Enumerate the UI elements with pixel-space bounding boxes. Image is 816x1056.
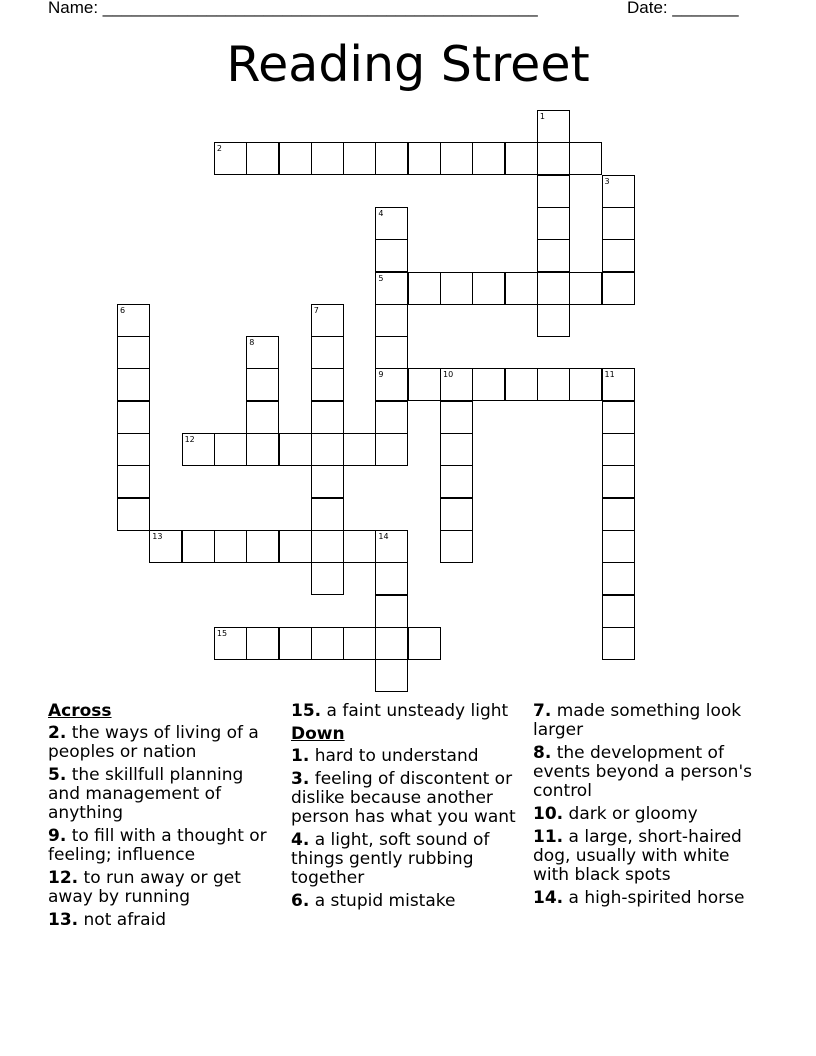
grid-cell[interactable] xyxy=(214,433,247,466)
grid-cell[interactable] xyxy=(375,433,408,466)
grid-cell[interactable] xyxy=(408,142,441,175)
grid-cell[interactable] xyxy=(602,465,635,498)
grid-cell[interactable] xyxy=(602,433,635,466)
clue-number: 10. xyxy=(533,804,564,824)
grid-cell[interactable] xyxy=(537,110,570,143)
grid-cell[interactable] xyxy=(569,142,602,175)
grid-cell[interactable] xyxy=(569,368,602,401)
grid-cell[interactable] xyxy=(117,498,150,531)
clue-number: 4. xyxy=(291,830,310,850)
down-heading: Down xyxy=(291,724,345,744)
clue-number: 1. xyxy=(291,746,310,766)
clue-number: 2. xyxy=(48,723,67,743)
cell-number: 4 xyxy=(378,208,384,218)
grid-cell[interactable] xyxy=(375,627,408,660)
clue-number: 9. xyxy=(48,826,67,846)
cell-number: 14 xyxy=(378,531,389,541)
grid-cell[interactable] xyxy=(279,433,312,466)
grid-cell[interactable] xyxy=(602,401,635,434)
grid-cell[interactable] xyxy=(182,433,215,466)
clue-across-2 xyxy=(48,724,268,762)
clue-text: a faint unsteady light xyxy=(326,701,509,721)
clue-down-11 xyxy=(533,828,768,885)
grid-cell[interactable] xyxy=(246,336,279,369)
clue-text: made something look larger xyxy=(533,701,742,740)
grid-cell[interactable] xyxy=(602,272,635,305)
clue-text: feeling of discontent or dislike because another person has what you want xyxy=(291,769,516,827)
grid-cell[interactable] xyxy=(537,304,570,337)
grid-cell[interactable] xyxy=(472,142,505,175)
grid-cell[interactable] xyxy=(440,530,473,563)
grid-cell[interactable] xyxy=(505,272,538,305)
grid-cell[interactable] xyxy=(537,239,570,272)
grid-cell[interactable] xyxy=(311,336,344,369)
date-field-label: Date: _______ xyxy=(627,0,739,17)
name-field-label: Name: ______________________________________________ xyxy=(48,0,538,17)
clue-down-14 xyxy=(533,889,768,908)
grid-cell[interactable] xyxy=(311,562,344,595)
cell-number: 7 xyxy=(313,305,319,315)
grid-cell[interactable] xyxy=(408,627,441,660)
grid-cell[interactable] xyxy=(537,142,570,175)
grid-cell[interactable] xyxy=(472,368,505,401)
clue-number: 13. xyxy=(48,910,79,930)
clue-down-1 xyxy=(291,747,521,766)
cell-number: 2 xyxy=(216,144,222,154)
grid-cell[interactable] xyxy=(602,207,635,240)
cell-number: 12 xyxy=(184,435,195,444)
grid-cell[interactable] xyxy=(375,659,408,692)
grid-cell[interactable] xyxy=(311,142,344,175)
grid-cell[interactable] xyxy=(311,368,344,401)
grid-cell[interactable] xyxy=(279,142,312,175)
grid-cell[interactable] xyxy=(311,401,344,434)
grid-cell[interactable] xyxy=(117,433,150,466)
grid-cell[interactable] xyxy=(440,433,473,466)
page-title: Reading Street xyxy=(226,36,590,93)
grid-cell[interactable] xyxy=(472,272,505,305)
grid-cell[interactable] xyxy=(408,368,441,401)
cell-number: 8 xyxy=(249,338,255,348)
clue-text: to run away or get away by running xyxy=(48,868,241,907)
grid-cell[interactable] xyxy=(279,530,312,563)
cell-number: 3 xyxy=(604,176,610,186)
clue-down-10 xyxy=(533,805,768,824)
grid-cell[interactable] xyxy=(246,433,279,466)
grid-cell[interactable] xyxy=(117,336,150,369)
clue-text: a stupid mistake xyxy=(314,891,456,911)
clue-down-6 xyxy=(291,892,521,911)
clue-number: 3. xyxy=(291,769,310,789)
grid-cell[interactable] xyxy=(602,562,635,595)
grid-cell[interactable] xyxy=(117,401,150,434)
grid-cell[interactable] xyxy=(537,272,570,305)
grid-cell[interactable] xyxy=(311,465,344,498)
clue-across-15 xyxy=(291,702,521,721)
grid-cell[interactable] xyxy=(246,401,279,434)
grid-cell[interactable] xyxy=(246,142,279,175)
cell-number: 1 xyxy=(539,112,545,121)
grid-cell[interactable] xyxy=(375,239,408,272)
grid-cell[interactable] xyxy=(440,498,473,531)
grid-cell[interactable] xyxy=(602,530,635,563)
grid-cell[interactable] xyxy=(440,465,473,498)
grid-cell[interactable] xyxy=(440,142,473,175)
grid-cell[interactable] xyxy=(311,530,344,563)
grid-cell[interactable] xyxy=(117,465,150,498)
clue-across-12 xyxy=(48,869,268,907)
grid-cell[interactable] xyxy=(246,368,279,401)
grid-cell[interactable] xyxy=(602,175,635,208)
grid-cell[interactable] xyxy=(117,304,150,337)
grid-cell[interactable] xyxy=(375,207,408,240)
cell-number: 11 xyxy=(604,370,615,380)
clue-text: the skillfull planning and management of anything xyxy=(48,765,244,823)
grid-cell[interactable] xyxy=(375,562,408,595)
grid-cell[interactable] xyxy=(375,142,408,175)
grid-cell[interactable] xyxy=(311,304,344,337)
clue-number: 5. xyxy=(48,765,67,785)
clue-text: to fill with a thought or feeling; influence xyxy=(48,826,267,865)
cell-number: 15 xyxy=(216,628,228,638)
clue-across-5 xyxy=(48,766,268,823)
clue-text: a high-spirited horse xyxy=(568,888,745,908)
grid-cell[interactable] xyxy=(279,627,312,660)
cell-number: 10 xyxy=(443,370,454,380)
grid-cell[interactable] xyxy=(311,433,344,466)
clue-number: 12. xyxy=(48,868,79,888)
clue-number: 15. xyxy=(291,701,322,721)
clue-number: 6. xyxy=(291,891,310,911)
cell-number: 13 xyxy=(152,531,163,541)
grid-cell[interactable] xyxy=(440,368,473,401)
grid-cell[interactable] xyxy=(440,401,473,434)
grid-cell[interactable] xyxy=(343,433,376,466)
grid-cell[interactable] xyxy=(505,368,538,401)
clue-down-8 xyxy=(533,744,768,801)
grid-cell[interactable] xyxy=(311,627,344,660)
clue-number: 14. xyxy=(533,888,564,908)
clues-column-2 xyxy=(291,702,521,915)
grid-cell[interactable] xyxy=(440,272,473,305)
grid-cell[interactable] xyxy=(602,498,635,531)
clue-text: the development of events beyond a person's control xyxy=(533,743,752,801)
grid-cell[interactable] xyxy=(602,239,635,272)
grid-cell[interactable] xyxy=(182,530,215,563)
grid-cell[interactable] xyxy=(343,530,376,563)
grid-cell[interactable] xyxy=(375,368,408,401)
clue-text: dark or gloomy xyxy=(568,804,698,824)
clue-down-3 xyxy=(291,770,521,827)
grid-cell[interactable] xyxy=(537,368,570,401)
grid-cell[interactable] xyxy=(602,627,635,660)
clue-text: a large, short-haired dog, usually with white with black spots xyxy=(533,827,742,885)
clue-down-4 xyxy=(291,831,521,888)
clue-across-9 xyxy=(48,827,268,865)
cell-number: 5 xyxy=(378,273,384,283)
grid-cell[interactable] xyxy=(149,530,182,563)
grid-cell[interactable] xyxy=(375,401,408,434)
grid-cell[interactable] xyxy=(537,207,570,240)
clue-text: not afraid xyxy=(83,910,167,930)
clue-text: hard to understand xyxy=(314,746,479,766)
clue-across-13 xyxy=(48,911,268,930)
clue-down-7 xyxy=(533,702,768,740)
grid-cell[interactable] xyxy=(246,627,279,660)
cell-number: 6 xyxy=(120,305,126,315)
grid-cell[interactable] xyxy=(375,595,408,628)
grid-cell[interactable] xyxy=(375,272,408,305)
grid-cell[interactable] xyxy=(375,336,408,369)
grid-cell[interactable] xyxy=(602,595,635,628)
grid-cell[interactable] xyxy=(117,368,150,401)
grid-cell[interactable] xyxy=(375,530,408,563)
grid-cell[interactable] xyxy=(214,627,247,660)
grid-cell[interactable] xyxy=(214,530,247,563)
grid-cell[interactable] xyxy=(343,142,376,175)
clue-number: 8. xyxy=(533,743,552,763)
grid-cell[interactable] xyxy=(537,175,570,208)
clues-column-1 xyxy=(48,702,268,934)
grid-cell[interactable] xyxy=(246,530,279,563)
across-heading: Across xyxy=(48,701,112,721)
grid-cell[interactable] xyxy=(505,142,538,175)
clue-text: a light, soft sound of things gently rubbing together xyxy=(291,830,490,888)
grid-cell[interactable] xyxy=(602,368,635,401)
grid-cell[interactable] xyxy=(375,304,408,337)
grid-cell[interactable] xyxy=(311,498,344,531)
clue-number: 11. xyxy=(533,827,564,847)
cell-number: 9 xyxy=(378,370,384,380)
grid-cell[interactable] xyxy=(214,142,247,175)
clue-number: 7. xyxy=(533,701,552,721)
grid-cell[interactable] xyxy=(343,627,376,660)
grid-cell[interactable] xyxy=(408,272,441,305)
clue-text: the ways of living of a peoples or nation xyxy=(48,723,259,762)
grid-cell[interactable] xyxy=(569,272,602,305)
clues-column-3 xyxy=(533,702,768,912)
